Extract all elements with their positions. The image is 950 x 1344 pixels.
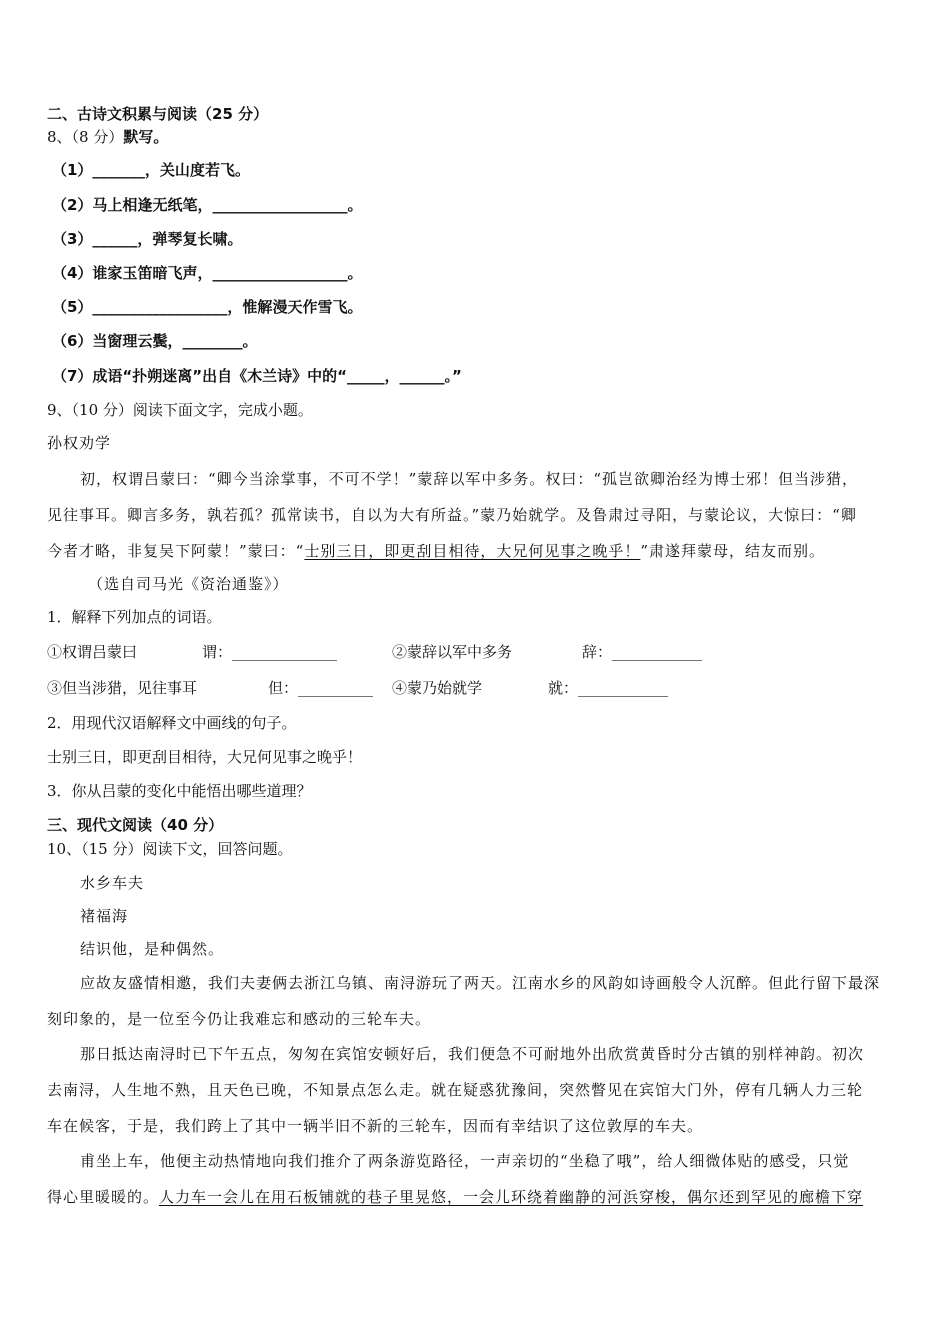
- q9-sub2-sentence: 士别三日，即更刮目相待，大兄何见事之晚乎！: [47, 748, 363, 766]
- q10-para-2-line-2: 刻印象的，是一位至今仍让我难忘和感动的三轮车夫。: [47, 1010, 432, 1028]
- q9-sub2: 2．用现代汉语解释文中画线的句子。: [47, 714, 297, 732]
- q9-passage-line-3-pre: 今者才略，非复吴下阿蒙！”蒙曰：“: [47, 542, 305, 560]
- q9-word-2-blank: 辞：____________: [582, 643, 703, 661]
- q10-para-4-line-2-pre: 得心里暖暖的。: [47, 1188, 160, 1206]
- q9-word-4-phrase: ④蒙乃始就学: [392, 679, 483, 697]
- q10-para-2-line-1: 应故友盛情相邀，我们夫妻俩去浙江乌镇、南浔游玩了两天。江南水乡的风韵如诗画般令人沉醉。但此行留下最深: [80, 974, 881, 992]
- q9-passage-line-3: [47, 541, 825, 561]
- q10-passage-title: 水乡车夫: [80, 874, 145, 892]
- q8-item-1: （1）_______，关山度若飞。: [52, 161, 250, 179]
- q10-para-4-line-1: 甫坐上车，他便主动热情地向我们推介了两条游览路径，一声亲切的“坐稳了哦”，给人细微体贴的感受，只觉: [80, 1152, 850, 1170]
- q9-stem: 9、（10 分）阅读下面文字，完成小题。: [47, 401, 313, 419]
- q8-item-2: （2）马上相逢无纸笔，__________________。: [52, 196, 363, 214]
- q9-word-3-phrase: ③但当涉猎，见往事耳: [47, 679, 198, 697]
- q9-word-1-blank: 谓：______________: [202, 643, 338, 661]
- q10-para-4-line-2: [47, 1187, 863, 1207]
- q8-number: 8、（8 分）: [47, 128, 124, 146]
- q10-para-3-line-3: 车在候客，于是，我们跨上了其中一辆半旧不新的三轮车，因而有幸结识了这位敦厚的车夫。: [47, 1117, 704, 1135]
- q10-stem: 10、（15 分）阅读下文，回答问题。: [47, 840, 293, 858]
- q10-para-3-line-1: 那日抵达南浔时已下午五点，匆匆在宾馆安顿好后，我们便急不可耐地外出欣赏黄昏时分古镇的别样神韵。初次: [80, 1045, 865, 1063]
- q10-underlined-sentence: 人力车一会儿在用石板铺就的巷子里晃悠，一会儿环绕着幽静的河浜穿梭，偶尔还到罕见的廊檐下穿: [159, 1188, 864, 1206]
- section2-heading: 二、古诗文积累与阅读（25 分）: [47, 105, 269, 123]
- q10-passage-author: 褚福海: [80, 907, 129, 925]
- q10-para-3-line-2: 去南浔，人生地不熟，且天色已晚，不知景点怎么走。就在疑惑犹豫间，突然瞥见在宾馆大门外，停有几辆人力三轮: [47, 1081, 864, 1099]
- q8-item-7: （7）成语“扑朔迷离”出自《木兰诗》中的“_____，______。”: [52, 367, 462, 385]
- q9-passage-title: 孙权劝学: [47, 434, 112, 452]
- q9-source: （选自司马光《资治通鉴》）: [88, 575, 289, 593]
- section3-heading: 三、现代文阅读（40 分）: [47, 816, 224, 834]
- q9-sub1: 1．解释下列加点的词语。: [47, 608, 222, 626]
- q8-stem: [47, 127, 168, 147]
- q8-item-4: （4）谁家玉笛暗飞声，__________________。: [52, 264, 363, 282]
- q8-instruction: 默写。: [123, 128, 169, 146]
- q9-word-4-blank: 就：____________: [548, 679, 669, 697]
- q10-para-1: 结识他，是种偶然。: [80, 940, 225, 958]
- q9-passage-line-1: 初，权谓吕蒙曰：“卿今当涂掌事，不可不学！”蒙辞以军中多务。权曰：“孤岂欲卿治经为博士邪！但当涉猎，: [80, 470, 859, 488]
- q9-word-3-blank: 但：__________: [268, 679, 374, 697]
- q9-passage-line-3-post: ”肃遂拜蒙母，结友而别。: [640, 542, 826, 560]
- q9-word-1-phrase: ①权谓吕蒙曰: [47, 643, 138, 661]
- q8-item-6: （6）当窗理云鬓，________。: [52, 332, 258, 350]
- q9-underlined-sentence: 士别三日，即更刮目相待，大兄何见事之晚乎！: [304, 542, 641, 560]
- q9-word-2-phrase: ②蒙辞以军中多务: [392, 643, 513, 661]
- q9-sub3: 3．你从吕蒙的变化中能悟出哪些道理？: [47, 782, 312, 800]
- q8-item-5: （5）__________________，惟解漫天作雪飞。: [52, 298, 363, 316]
- q9-passage-line-2: 见往事耳。卿言多务，孰若孤？孤常读书，自以为大有所益。”蒙乃始就学。及鲁肃过寻阳，与蒙论议，大惊曰：“卿: [47, 506, 857, 524]
- q8-item-3: （3）______，弹琴复长啸。: [52, 230, 243, 248]
